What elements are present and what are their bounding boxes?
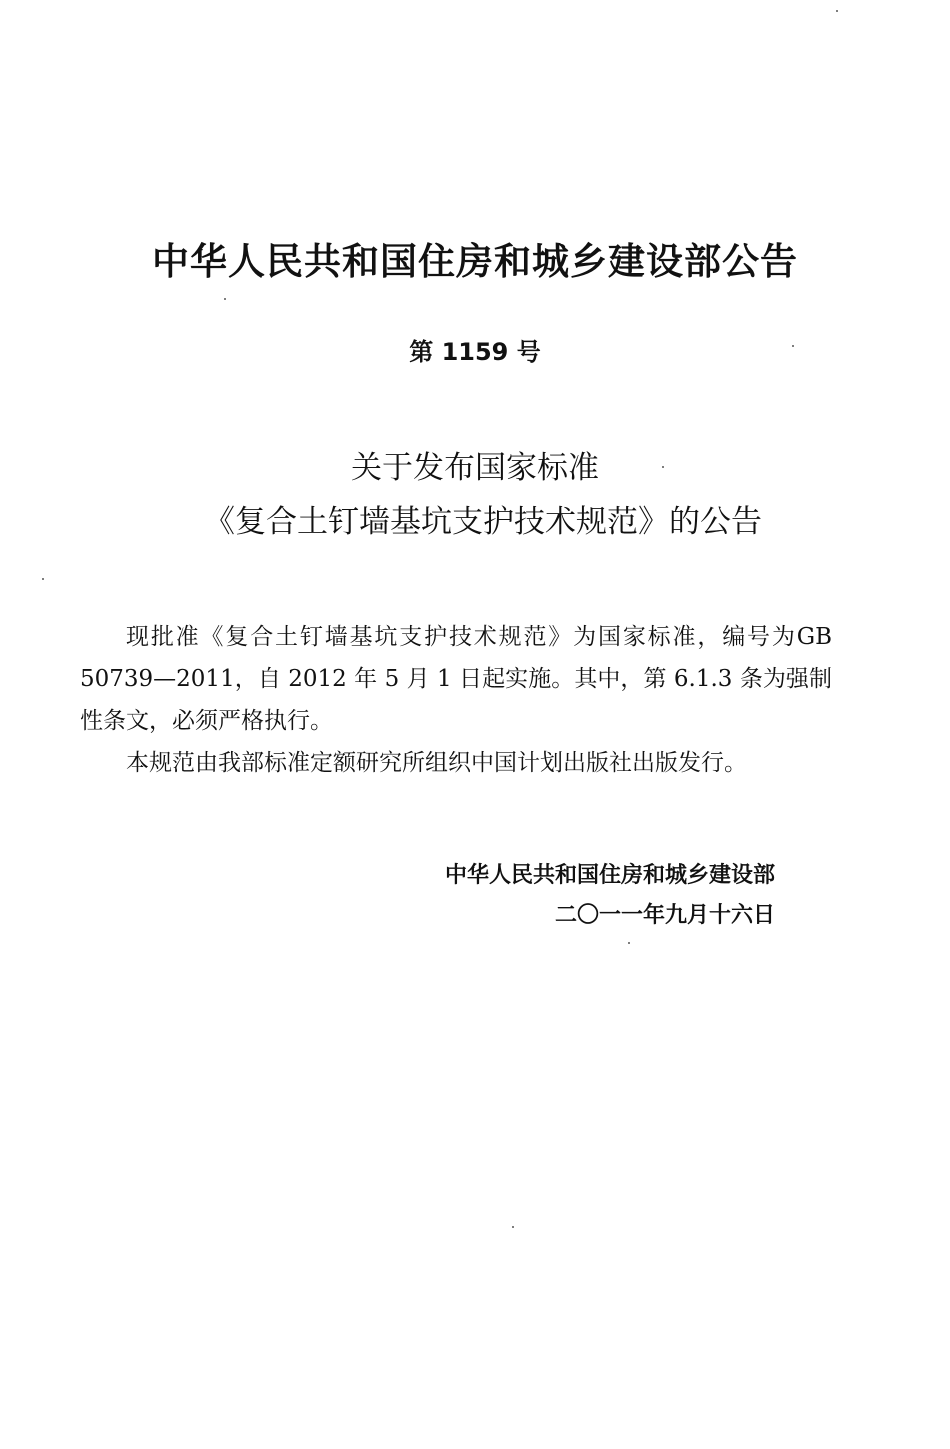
announcement-number: 第 1159 号 [409,338,541,366]
subject-line-1: 关于发布国家标准 [351,450,599,486]
announcement-body [80,616,832,784]
scan-speck [628,942,630,944]
scan-speck [512,1226,514,1228]
scan-speck [224,298,226,300]
scan-speck [836,10,838,12]
signature-date: 二〇一一年九月十六日 [554,903,775,928]
body-paragraph-publishing: 本规范由我部标准定额研究所组织中国计划出版社出版发行。 [126,750,747,776]
issuer-title: 中华人民共和国住房和城乡建设部公告 [152,240,798,283]
scan-speck [792,345,794,347]
body-paragraph-approval: 现批准《复合土钉墙基坑支护技术规范》为国家标准，编号为GB 50739—2011，自 2012 年 5 月 1 日起实施。其中，第 6.1.3 条为强制性条文，必须严格执行。 [80,624,832,734]
scan-speck [42,578,44,580]
signature-organization: 中华人民共和国住房和城乡建设部 [444,863,775,888]
scan-speck [662,466,664,468]
subject-line-2: 《复合土钉墙基坑支护技术规范》的公告 [204,504,762,540]
